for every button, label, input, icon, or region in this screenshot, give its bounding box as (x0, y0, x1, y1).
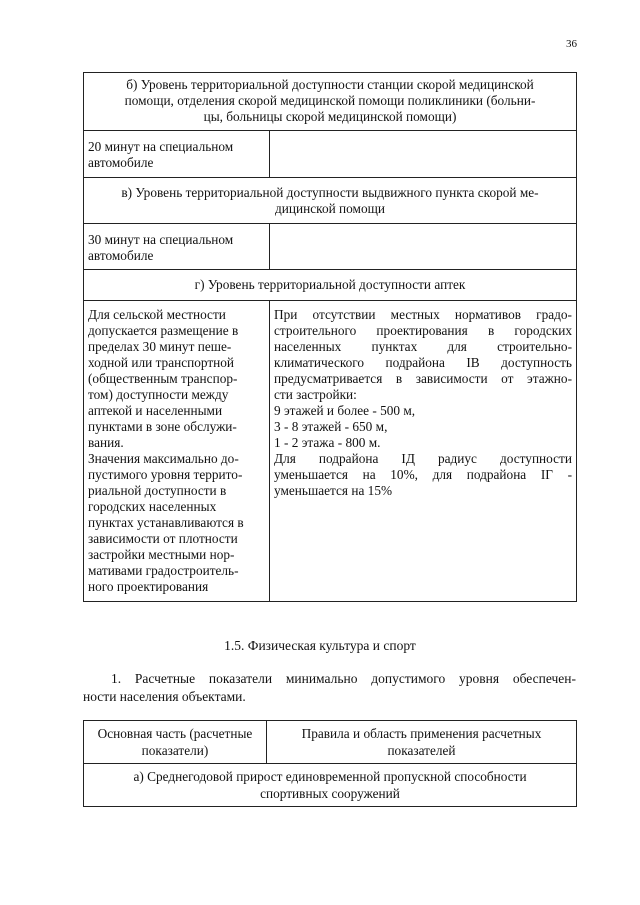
table-row (84, 270, 577, 301)
col1-header: Основная часть (расчетные показатели) (84, 721, 267, 764)
table-row (84, 178, 577, 224)
cell-line: строительного проектирования в городских (274, 323, 572, 338)
section-g-right-text (270, 301, 577, 602)
cell-line: предусматривается в зависимости от этажно- (274, 371, 572, 386)
section-b-header-line: помощи, отделения скорой медицинской помощи поликлиники (больни- (124, 93, 536, 108)
cell-line: (общественным транспор- (88, 371, 238, 386)
table-row (84, 301, 577, 602)
cell-line: Для сельской местности (88, 307, 226, 322)
cell-line: застройки местными нор- (88, 547, 235, 562)
cell-line: пределах 30 минут пеше- (88, 339, 232, 354)
col2-header: Правила и область применения расчетных показателей (267, 721, 577, 764)
section-b-value (84, 131, 270, 178)
cell-line: ного проектирования (88, 579, 209, 594)
section-g-header: г) Уровень территориальной доступности аптек (84, 270, 577, 301)
cell-line: сти застройки: (274, 387, 357, 402)
cell-line: зависимости от плотности (88, 531, 238, 546)
cell-line: том) доступности между (88, 387, 229, 402)
section-b-header-line: цы, больницы скорой медицинской помощи) (203, 109, 457, 124)
cell-line: уменьшается на 15% (274, 483, 393, 498)
section-v-value (84, 224, 270, 270)
cell-line: пунктах устанавливаются в (88, 515, 244, 530)
paragraph-line: 1. Расчетные показатели минимально допустимого уровня обеспечен- (111, 671, 576, 686)
table-row (84, 224, 577, 270)
cell-line: Значения максимально до- (88, 451, 239, 466)
section-a-header: а) Среднегодовой прирост единовременной пропускной способности спортивных сооружений (84, 764, 577, 807)
cell-line: пунктами в зоне обслужи- (88, 419, 237, 434)
table-row (84, 73, 577, 131)
empty-cell (270, 224, 577, 270)
cell-line: При отсутствии местных нормативов градо- (274, 307, 572, 322)
section-b-header-line: б) Уровень территориальной доступности станции скорой медицинской (126, 77, 534, 92)
paragraph-line: ности населения объектами. (83, 689, 246, 704)
table-row (84, 721, 577, 764)
cell-line: 9 этажей и более - 500 м, (274, 403, 416, 418)
cell-line: аптекой и населенными (88, 403, 223, 418)
cell-line: климатического подрайона IB доступность (274, 355, 572, 370)
cell-line: 20 минут на специальном (88, 139, 234, 154)
empty-cell (270, 131, 577, 178)
section-g-left-text (84, 301, 270, 602)
cell-line: автомобиле (88, 155, 154, 170)
cell-line: ходной или транспортной (88, 355, 235, 370)
cell-line: риальной доступности в (88, 483, 227, 498)
cell-line: допускается размещение в (88, 323, 239, 338)
section-title: 1.5. Физическая культура и спорт (224, 638, 416, 653)
cell-line: уменьшается на 10%, для подрайона IГ - (274, 467, 572, 482)
section-b-header (84, 73, 577, 131)
paragraph (83, 670, 576, 706)
cell-line: 30 минут на специальном (88, 232, 234, 247)
table-row (84, 131, 577, 178)
cell-line: населенных пунктах для строительно- (274, 339, 572, 354)
cell-line: 3 - 8 этажей - 650 м, (274, 419, 388, 434)
table-row (84, 764, 577, 807)
cell-line: пустимого уровня террито- (88, 467, 243, 482)
cell-line: городских населенных (88, 499, 217, 514)
section-v-header-line: дицинской помощи (275, 201, 385, 216)
cell-line: 1 - 2 этажа - 800 м. (274, 435, 381, 450)
sport-table (83, 720, 577, 807)
cell-line: автомобиле (88, 248, 154, 263)
cell-line: мативами градостроитель- (88, 563, 239, 578)
cell-line: вания. (88, 435, 124, 450)
section-v-header (84, 178, 577, 224)
accessibility-table (83, 72, 577, 602)
section-v-header-line: в) Уровень территориальной доступности выдвижного пункта скорой ме- (121, 185, 539, 200)
page-number: 36 (566, 38, 577, 50)
cell-line: Для подрайона IД радиус доступности (274, 451, 572, 466)
